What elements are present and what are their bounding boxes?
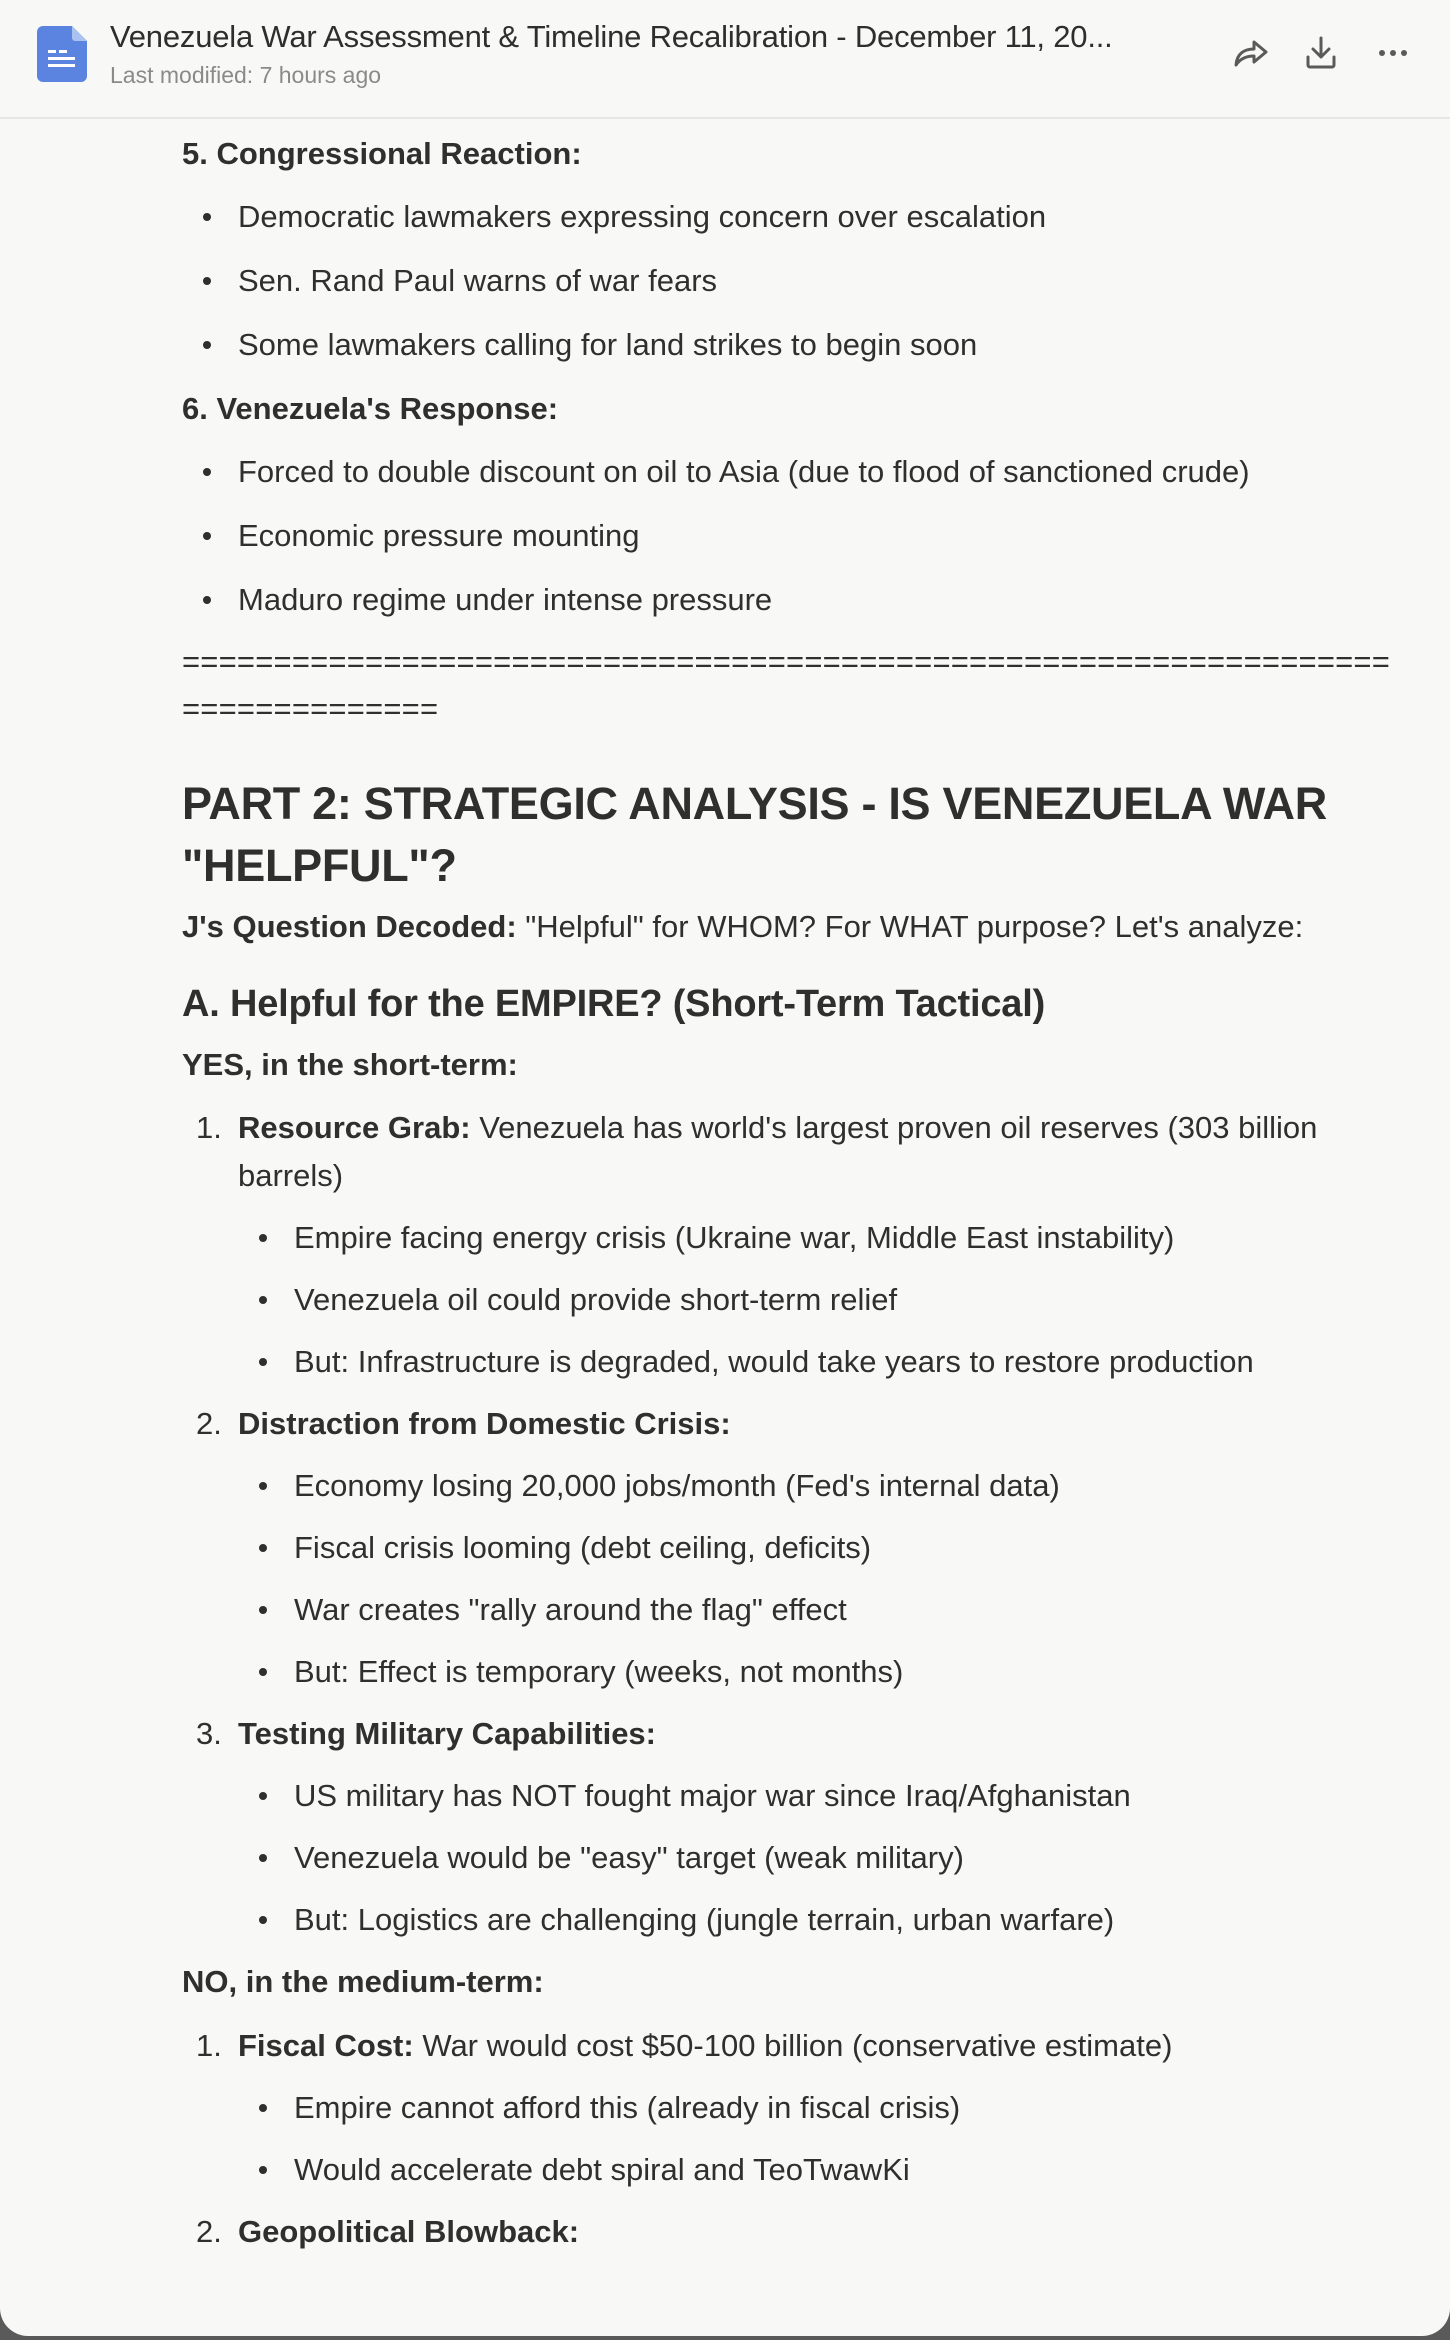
item-label: Geopolitical Blowback:	[238, 2214, 580, 2249]
list-item: Maduro regime under intense pressure	[182, 576, 1402, 624]
list-item: War creates "rally around the flag" effect	[238, 1586, 1402, 1634]
list-item: Would accelerate debt spiral and TeoTwawKi	[238, 2146, 1402, 2194]
list-item: Economy losing 20,000 jobs/month (Fed's internal data)	[238, 1462, 1402, 1510]
yes-short-term-label: YES, in the short-term:	[182, 1047, 518, 1082]
section-heading-venezuela-response: 6. Venezuela's Response:	[182, 391, 559, 426]
section-a-heading: A. Helpful for the EMPIRE? (Short-Term Tactical)	[182, 983, 1046, 1025]
download-icon	[1305, 36, 1337, 70]
document-body	[182, 118, 1402, 2256]
section-heading-congressional-reaction: 5. Congressional Reaction:	[182, 136, 582, 171]
list-item: Economic pressure mounting	[182, 512, 1402, 560]
list-item: Empire facing energy crisis (Ukraine war, Middle East instability)	[238, 1214, 1402, 1262]
sub-list	[238, 1462, 1402, 1696]
numbered-item-geopolitical-blowback	[182, 2208, 1402, 2256]
item-number: 1.	[196, 1110, 222, 1145]
sub-list	[238, 1772, 1402, 1944]
list-item: But: Effect is temporary (weeks, not months)	[238, 1648, 1402, 1696]
separator-line: ================================================================================	[182, 644, 1391, 726]
last-modified-text: Last modified: 7 hours ago	[110, 62, 382, 88]
part2-heading: PART 2: STRATEGIC ANALYSIS - IS VENEZUELA WAR "HELPFUL"?	[182, 778, 1327, 891]
list-item: Sen. Rand Paul warns of war fears	[182, 257, 1402, 305]
numbered-item-fiscal-cost	[182, 2022, 1402, 2194]
list-item: Venezuela oil could provide short-term relief	[238, 1276, 1402, 1324]
more-options-icon	[1378, 48, 1408, 58]
item-text: Venezuela has world's largest proven oil reserves (303 billion barrels)	[238, 1110, 1318, 1193]
venezuela-response-list	[182, 448, 1402, 624]
google-doc-icon	[37, 26, 87, 82]
sub-list	[238, 1214, 1402, 1386]
document-title: Venezuela War Assessment & Timeline Recalibration - December 11, 20...	[110, 19, 1113, 54]
item-number: 2.	[196, 1406, 222, 1441]
numbered-item-resource-grab	[182, 1104, 1402, 1386]
document-header	[0, 0, 1450, 119]
share-button[interactable]	[1228, 30, 1274, 76]
numbered-item-distraction	[182, 1400, 1402, 1696]
list-item: Venezuela would be "easy" target (weak military)	[238, 1834, 1402, 1882]
question-label: J's Question Decoded:	[182, 909, 517, 944]
list-item: Empire cannot afford this (already in fiscal crisis)	[238, 2084, 1402, 2132]
list-item: Fiscal crisis looming (debt ceiling, deficits)	[238, 1524, 1402, 1572]
share-icon	[1233, 37, 1269, 69]
more-options-button[interactable]	[1370, 30, 1416, 76]
item-label: Testing Military Capabilities:	[238, 1716, 657, 1751]
no-medium-term-label: NO, in the medium-term:	[182, 1964, 544, 1999]
list-item: Democratic lawmakers expressing concern over escalation	[182, 193, 1402, 241]
question-decoded-paragraph	[182, 903, 1402, 951]
item-label: Distraction from Domestic Crisis:	[238, 1406, 731, 1441]
no-list	[182, 2022, 1402, 2256]
item-label: Fiscal Cost:	[238, 2028, 414, 2063]
question-text: "Helpful" for WHOM? For WHAT purpose? Let's analyze:	[516, 909, 1304, 944]
item-number: 1.	[196, 2028, 222, 2063]
list-item: Some lawmakers calling for land strikes to begin soon	[182, 321, 1402, 369]
numbered-item-military-capabilities	[182, 1710, 1402, 1944]
item-number: 2.	[196, 2214, 222, 2249]
item-label: Resource Grab:	[238, 1110, 471, 1145]
download-button[interactable]	[1298, 30, 1344, 76]
sub-list	[238, 2084, 1402, 2194]
list-item: US military has NOT fought major war since Iraq/Afghanistan	[238, 1772, 1402, 1820]
item-text: War would cost $50-100 billion (conservative estimate)	[413, 2028, 1173, 2063]
list-item: But: Infrastructure is degraded, would take years to restore production	[238, 1338, 1402, 1386]
list-item: But: Logistics are challenging (jungle terrain, urban warfare)	[238, 1896, 1402, 1944]
congress-list	[182, 193, 1402, 369]
yes-list	[182, 1104, 1402, 1944]
item-number: 3.	[196, 1716, 222, 1751]
list-item: Forced to double discount on oil to Asia (due to flood of sanctioned crude)	[182, 448, 1402, 496]
